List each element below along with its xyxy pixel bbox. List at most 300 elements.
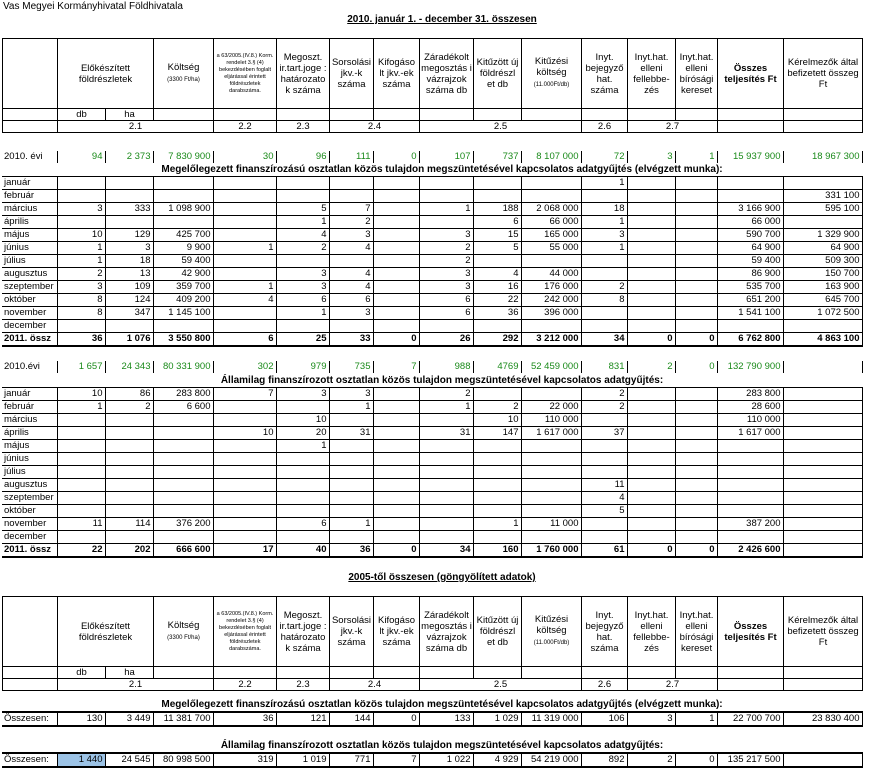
table-cell[interactable] bbox=[419, 492, 473, 505]
table-cell[interactable]: 6 600 bbox=[153, 401, 213, 414]
table-cell[interactable]: 22 000 bbox=[521, 401, 581, 414]
table-cell[interactable] bbox=[57, 440, 105, 453]
table-cell[interactable] bbox=[717, 320, 783, 333]
table-cell[interactable]: 2 bbox=[581, 388, 627, 401]
table-cell[interactable] bbox=[473, 466, 521, 479]
table-cell[interactable]: 96 bbox=[276, 151, 329, 163]
row-label[interactable]: október bbox=[2, 294, 57, 307]
table-cell[interactable]: 396 000 bbox=[521, 307, 581, 320]
table-cell[interactable]: 2 bbox=[276, 242, 329, 255]
table-cell[interactable]: 831 bbox=[581, 361, 627, 373]
table-cell[interactable]: 10 bbox=[276, 414, 329, 427]
row-label[interactable]: 2011. össz bbox=[2, 544, 57, 558]
table-cell[interactable]: 109 bbox=[105, 281, 153, 294]
table-cell[interactable]: 121 bbox=[276, 712, 329, 726]
table-cell[interactable]: 1 bbox=[213, 242, 276, 255]
table-cell[interactable] bbox=[627, 427, 675, 440]
table-cell[interactable] bbox=[419, 440, 473, 453]
row-label[interactable]: március bbox=[2, 203, 57, 216]
table-cell[interactable] bbox=[213, 307, 276, 320]
table-cell[interactable] bbox=[329, 453, 373, 466]
table-cell[interactable] bbox=[717, 453, 783, 466]
table-cell[interactable] bbox=[373, 281, 419, 294]
table-cell[interactable] bbox=[329, 414, 373, 427]
table-cell[interactable] bbox=[581, 255, 627, 268]
table-cell[interactable] bbox=[581, 190, 627, 203]
row-label[interactable]: Összesen: bbox=[2, 753, 57, 767]
table-cell[interactable]: 387 200 bbox=[717, 518, 783, 531]
table-cell[interactable]: 3 bbox=[419, 268, 473, 281]
table-cell[interactable] bbox=[57, 190, 105, 203]
table-cell[interactable]: 1 072 500 bbox=[783, 307, 862, 320]
table-cell[interactable]: 42 900 bbox=[153, 268, 213, 281]
table-cell[interactable]: 1 bbox=[276, 440, 329, 453]
table-cell[interactable]: 107 bbox=[419, 151, 473, 163]
table-cell[interactable] bbox=[521, 190, 581, 203]
table-cell[interactable] bbox=[105, 492, 153, 505]
table-cell[interactable] bbox=[675, 307, 717, 320]
table-cell[interactable]: 106 bbox=[581, 712, 627, 726]
table-cell[interactable]: 1 bbox=[419, 401, 473, 414]
table-cell[interactable]: 30 bbox=[213, 151, 276, 163]
table-cell[interactable]: 3 bbox=[276, 388, 329, 401]
table-cell[interactable]: 22 bbox=[57, 544, 105, 558]
row-label[interactable]: november bbox=[2, 518, 57, 531]
table-cell[interactable]: 66 000 bbox=[717, 216, 783, 229]
table-cell[interactable]: 1 541 100 bbox=[717, 307, 783, 320]
table-cell[interactable] bbox=[581, 531, 627, 544]
table-cell[interactable] bbox=[373, 388, 419, 401]
table-cell[interactable] bbox=[213, 466, 276, 479]
table-cell[interactable] bbox=[276, 255, 329, 268]
table-cell[interactable] bbox=[675, 518, 717, 531]
table-cell[interactable]: 94 bbox=[57, 151, 105, 163]
table-cell[interactable] bbox=[473, 320, 521, 333]
table-cell[interactable]: 110 000 bbox=[717, 414, 783, 427]
table-cell[interactable]: 18 bbox=[105, 255, 153, 268]
table-cell[interactable] bbox=[521, 492, 581, 505]
table-cell[interactable] bbox=[627, 242, 675, 255]
table-cell[interactable] bbox=[329, 492, 373, 505]
table-cell[interactable]: 24 545 bbox=[105, 753, 153, 767]
table-cell[interactable]: 40 bbox=[276, 544, 329, 558]
table-cell[interactable] bbox=[627, 255, 675, 268]
table-cell[interactable] bbox=[521, 531, 581, 544]
row-label[interactable]: Összesen: bbox=[2, 712, 57, 726]
table-cell[interactable] bbox=[105, 216, 153, 229]
table-cell[interactable]: 1 617 000 bbox=[521, 427, 581, 440]
table-cell[interactable]: 129 bbox=[105, 229, 153, 242]
table-cell[interactable] bbox=[276, 320, 329, 333]
table-cell[interactable] bbox=[373, 229, 419, 242]
table-cell[interactable] bbox=[473, 388, 521, 401]
table-cell[interactable] bbox=[373, 414, 419, 427]
table-cell[interactable]: 3 bbox=[105, 242, 153, 255]
table-cell[interactable] bbox=[783, 427, 862, 440]
table-cell[interactable]: 1 bbox=[57, 242, 105, 255]
table-cell[interactable] bbox=[581, 453, 627, 466]
table-cell[interactable]: 1 098 900 bbox=[153, 203, 213, 216]
table-cell[interactable] bbox=[419, 414, 473, 427]
table-cell[interactable] bbox=[373, 177, 419, 190]
table-cell[interactable]: 44 000 bbox=[521, 268, 581, 281]
table-cell[interactable] bbox=[581, 268, 627, 281]
table-cell[interactable] bbox=[581, 518, 627, 531]
table-cell[interactable] bbox=[581, 466, 627, 479]
table-cell[interactable]: 1 bbox=[581, 177, 627, 190]
table-cell[interactable] bbox=[521, 505, 581, 518]
table-cell[interactable]: 176 000 bbox=[521, 281, 581, 294]
table-cell[interactable] bbox=[675, 281, 717, 294]
table-cell[interactable] bbox=[213, 505, 276, 518]
row-label[interactable]: október bbox=[2, 505, 57, 518]
table-cell[interactable] bbox=[373, 453, 419, 466]
table-cell[interactable] bbox=[276, 466, 329, 479]
table-cell[interactable]: 61 bbox=[581, 544, 627, 558]
table-cell[interactable]: 3 bbox=[581, 229, 627, 242]
table-cell[interactable] bbox=[627, 320, 675, 333]
table-cell[interactable]: 1 657 bbox=[57, 361, 105, 373]
table-cell[interactable] bbox=[473, 255, 521, 268]
table-cell[interactable]: 4 bbox=[213, 294, 276, 307]
table-cell[interactable]: 0 bbox=[627, 544, 675, 558]
table-cell[interactable]: 2 bbox=[581, 401, 627, 414]
table-cell[interactable]: 18 967 300 bbox=[783, 151, 862, 163]
table-cell[interactable] bbox=[213, 216, 276, 229]
row-label[interactable]: május bbox=[2, 440, 57, 453]
table-cell[interactable]: 160 bbox=[473, 544, 521, 558]
table-cell[interactable]: 3 212 000 bbox=[521, 333, 581, 347]
table-cell[interactable] bbox=[627, 518, 675, 531]
table-cell[interactable]: 7 bbox=[213, 388, 276, 401]
table-cell[interactable]: 3 bbox=[627, 151, 675, 163]
table-cell[interactable] bbox=[521, 453, 581, 466]
row-label[interactable]: július bbox=[2, 466, 57, 479]
row-label[interactable]: december bbox=[2, 531, 57, 544]
table-cell[interactable] bbox=[373, 242, 419, 255]
table-cell[interactable] bbox=[373, 479, 419, 492]
table-cell[interactable] bbox=[581, 307, 627, 320]
table-cell[interactable]: 590 700 bbox=[717, 229, 783, 242]
table-cell[interactable] bbox=[627, 203, 675, 216]
table-cell[interactable]: 8 bbox=[581, 294, 627, 307]
table-cell[interactable]: 892 bbox=[581, 753, 627, 767]
row-label[interactable]: szeptember bbox=[2, 492, 57, 505]
table-cell[interactable]: 4 bbox=[473, 268, 521, 281]
table-cell[interactable] bbox=[419, 479, 473, 492]
table-cell[interactable] bbox=[57, 453, 105, 466]
table-cell[interactable] bbox=[675, 466, 717, 479]
table-cell[interactable] bbox=[329, 177, 373, 190]
table-cell[interactable]: 645 700 bbox=[783, 294, 862, 307]
table-cell[interactable] bbox=[213, 268, 276, 281]
table-cell[interactable]: 23 830 400 bbox=[783, 712, 862, 726]
table-cell[interactable] bbox=[153, 320, 213, 333]
table-cell[interactable]: 1 022 bbox=[419, 753, 473, 767]
table-cell[interactable] bbox=[329, 466, 373, 479]
table-cell[interactable]: 3 bbox=[57, 203, 105, 216]
table-cell[interactable] bbox=[57, 492, 105, 505]
table-cell[interactable]: 1 bbox=[329, 401, 373, 414]
table-cell[interactable] bbox=[675, 414, 717, 427]
table-cell[interactable]: 1 029 bbox=[473, 712, 521, 726]
table-cell[interactable] bbox=[105, 320, 153, 333]
table-cell[interactable]: 595 100 bbox=[783, 203, 862, 216]
table-cell[interactable] bbox=[373, 466, 419, 479]
table-cell[interactable]: 72 bbox=[581, 151, 627, 163]
row-label[interactable]: február bbox=[2, 190, 57, 203]
table-cell[interactable]: 18 bbox=[581, 203, 627, 216]
table-cell[interactable]: 15 937 900 bbox=[717, 151, 783, 163]
table-cell[interactable] bbox=[675, 255, 717, 268]
table-cell[interactable] bbox=[627, 229, 675, 242]
table-cell[interactable] bbox=[675, 453, 717, 466]
row-label[interactable]: szeptember bbox=[2, 281, 57, 294]
table-cell[interactable] bbox=[675, 268, 717, 281]
table-cell[interactable] bbox=[521, 320, 581, 333]
table-cell[interactable]: 80 998 500 bbox=[153, 753, 213, 767]
table-cell[interactable] bbox=[213, 531, 276, 544]
table-cell[interactable] bbox=[373, 531, 419, 544]
table-cell[interactable] bbox=[419, 518, 473, 531]
table-cell[interactable]: 4769 bbox=[473, 361, 521, 373]
table-cell[interactable] bbox=[373, 320, 419, 333]
table-cell[interactable] bbox=[419, 177, 473, 190]
table-cell[interactable] bbox=[153, 427, 213, 440]
table-cell[interactable] bbox=[473, 453, 521, 466]
table-cell[interactable]: 20 bbox=[276, 427, 329, 440]
table-cell[interactable] bbox=[675, 190, 717, 203]
table-cell[interactable]: 163 900 bbox=[783, 281, 862, 294]
table-cell[interactable] bbox=[675, 216, 717, 229]
table-cell[interactable] bbox=[675, 203, 717, 216]
table-cell[interactable]: 1 076 bbox=[105, 333, 153, 347]
table-cell[interactable]: 735 bbox=[329, 361, 373, 373]
table-cell[interactable] bbox=[581, 414, 627, 427]
table-cell[interactable] bbox=[105, 531, 153, 544]
table-cell[interactable]: 651 200 bbox=[717, 294, 783, 307]
table-cell[interactable] bbox=[213, 453, 276, 466]
table-cell[interactable] bbox=[473, 492, 521, 505]
table-cell[interactable] bbox=[473, 479, 521, 492]
table-cell[interactable] bbox=[675, 388, 717, 401]
table-cell[interactable] bbox=[329, 505, 373, 518]
table-cell[interactable]: 3 449 bbox=[105, 712, 153, 726]
table-cell[interactable]: 3 bbox=[276, 281, 329, 294]
table-cell[interactable]: 6 bbox=[329, 294, 373, 307]
table-cell[interactable]: 0 bbox=[675, 361, 717, 373]
table-cell[interactable] bbox=[153, 492, 213, 505]
table-cell[interactable]: 9 900 bbox=[153, 242, 213, 255]
row-label[interactable]: 2010. évi bbox=[2, 151, 57, 163]
table-cell[interactable]: 4 863 100 bbox=[783, 333, 862, 347]
table-cell[interactable]: 24 343 bbox=[105, 361, 153, 373]
table-cell[interactable] bbox=[153, 466, 213, 479]
table-cell[interactable]: 5 bbox=[473, 242, 521, 255]
table-cell[interactable] bbox=[521, 388, 581, 401]
table-cell[interactable]: 4 bbox=[276, 229, 329, 242]
table-cell[interactable] bbox=[153, 453, 213, 466]
table-cell[interactable]: 3 166 900 bbox=[717, 203, 783, 216]
table-cell[interactable]: 147 bbox=[473, 427, 521, 440]
table-cell[interactable] bbox=[717, 440, 783, 453]
table-cell[interactable]: 132 790 900 bbox=[717, 361, 783, 373]
table-cell[interactable] bbox=[105, 453, 153, 466]
table-cell[interactable] bbox=[276, 453, 329, 466]
table-cell[interactable] bbox=[675, 177, 717, 190]
table-cell[interactable] bbox=[675, 505, 717, 518]
table-cell[interactable]: 202 bbox=[105, 544, 153, 558]
row-label[interactable]: december bbox=[2, 320, 57, 333]
table-cell[interactable]: 1 bbox=[675, 712, 717, 726]
row-label[interactable]: 2011. össz bbox=[2, 333, 57, 347]
table-cell[interactable] bbox=[675, 440, 717, 453]
table-cell[interactable]: 1 bbox=[57, 255, 105, 268]
table-cell[interactable]: 1 bbox=[57, 401, 105, 414]
table-cell[interactable]: 86 bbox=[105, 388, 153, 401]
table-cell[interactable] bbox=[521, 177, 581, 190]
table-cell[interactable] bbox=[717, 190, 783, 203]
table-cell[interactable]: 302 bbox=[213, 361, 276, 373]
table-cell[interactable]: 1 440 bbox=[57, 753, 105, 767]
row-label[interactable]: április bbox=[2, 216, 57, 229]
table-cell[interactable]: 4 bbox=[329, 242, 373, 255]
table-cell[interactable] bbox=[57, 505, 105, 518]
table-cell[interactable]: 6 bbox=[213, 333, 276, 347]
table-cell[interactable] bbox=[105, 440, 153, 453]
table-cell[interactable] bbox=[213, 190, 276, 203]
table-cell[interactable]: 242 000 bbox=[521, 294, 581, 307]
table-cell[interactable]: 188 bbox=[473, 203, 521, 216]
table-cell[interactable] bbox=[419, 453, 473, 466]
table-cell[interactable] bbox=[373, 268, 419, 281]
table-cell[interactable] bbox=[329, 440, 373, 453]
table-cell[interactable] bbox=[473, 531, 521, 544]
table-cell[interactable] bbox=[627, 414, 675, 427]
table-cell[interactable] bbox=[627, 492, 675, 505]
table-cell[interactable]: 130 bbox=[57, 712, 105, 726]
table-cell[interactable] bbox=[521, 479, 581, 492]
table-cell[interactable]: 0 bbox=[373, 544, 419, 558]
table-cell[interactable] bbox=[213, 440, 276, 453]
table-cell[interactable] bbox=[419, 466, 473, 479]
table-cell[interactable]: 2 bbox=[473, 401, 521, 414]
table-cell[interactable] bbox=[276, 190, 329, 203]
table-cell[interactable] bbox=[419, 505, 473, 518]
table-cell[interactable] bbox=[473, 190, 521, 203]
table-cell[interactable]: 0 bbox=[373, 333, 419, 347]
table-cell[interactable] bbox=[57, 216, 105, 229]
table-cell[interactable]: 28 600 bbox=[717, 401, 783, 414]
table-cell[interactable] bbox=[627, 505, 675, 518]
table-cell[interactable]: 135 217 500 bbox=[717, 753, 783, 767]
table-cell[interactable]: 31 bbox=[329, 427, 373, 440]
table-cell[interactable] bbox=[153, 531, 213, 544]
table-cell[interactable] bbox=[419, 531, 473, 544]
table-cell[interactable]: 0 bbox=[373, 712, 419, 726]
row-label[interactable]: január bbox=[2, 177, 57, 190]
table-cell[interactable]: 64 900 bbox=[717, 242, 783, 255]
table-cell[interactable]: 359 700 bbox=[153, 281, 213, 294]
table-cell[interactable]: 64 900 bbox=[783, 242, 862, 255]
table-cell[interactable] bbox=[783, 753, 862, 767]
table-cell[interactable]: 1 bbox=[329, 518, 373, 531]
table-cell[interactable]: 2 bbox=[419, 242, 473, 255]
table-cell[interactable]: 25 bbox=[276, 333, 329, 347]
table-cell[interactable]: 124 bbox=[105, 294, 153, 307]
table-cell[interactable] bbox=[675, 531, 717, 544]
table-cell[interactable] bbox=[675, 401, 717, 414]
table-cell[interactable]: 3 bbox=[419, 229, 473, 242]
table-cell[interactable] bbox=[373, 518, 419, 531]
table-cell[interactable]: 1 329 900 bbox=[783, 229, 862, 242]
table-cell[interactable]: 59 400 bbox=[153, 255, 213, 268]
table-cell[interactable]: 86 900 bbox=[717, 268, 783, 281]
table-cell[interactable]: 509 300 bbox=[783, 255, 862, 268]
table-cell[interactable]: 11 319 000 bbox=[521, 712, 581, 726]
table-cell[interactable]: 3 bbox=[276, 268, 329, 281]
table-cell[interactable] bbox=[373, 216, 419, 229]
row-label[interactable]: július bbox=[2, 255, 57, 268]
table-cell[interactable] bbox=[521, 466, 581, 479]
table-cell[interactable]: 2 bbox=[419, 255, 473, 268]
table-cell[interactable] bbox=[783, 177, 862, 190]
table-cell[interactable]: 59 400 bbox=[717, 255, 783, 268]
table-cell[interactable]: 31 bbox=[419, 427, 473, 440]
table-cell[interactable] bbox=[373, 203, 419, 216]
table-cell[interactable] bbox=[105, 414, 153, 427]
table-cell[interactable]: 2 426 600 bbox=[717, 544, 783, 558]
table-cell[interactable] bbox=[329, 479, 373, 492]
table-cell[interactable] bbox=[717, 466, 783, 479]
table-cell[interactable]: 1 bbox=[276, 307, 329, 320]
table-cell[interactable] bbox=[627, 466, 675, 479]
table-cell[interactable]: 11 bbox=[57, 518, 105, 531]
table-cell[interactable]: 133 bbox=[419, 712, 473, 726]
table-cell[interactable] bbox=[153, 190, 213, 203]
table-cell[interactable]: 2 bbox=[581, 281, 627, 294]
table-cell[interactable]: 6 bbox=[419, 294, 473, 307]
table-cell[interactable] bbox=[627, 268, 675, 281]
row-label[interactable]: május bbox=[2, 229, 57, 242]
table-cell[interactable]: 80 331 900 bbox=[153, 361, 213, 373]
table-cell[interactable]: 7 bbox=[373, 753, 419, 767]
row-label[interactable]: február bbox=[2, 401, 57, 414]
table-cell[interactable] bbox=[675, 294, 717, 307]
table-cell[interactable]: 5 bbox=[581, 505, 627, 518]
table-cell[interactable]: 22 bbox=[473, 294, 521, 307]
table-cell[interactable] bbox=[473, 177, 521, 190]
table-cell[interactable] bbox=[783, 466, 862, 479]
table-cell[interactable] bbox=[213, 401, 276, 414]
table-cell[interactable]: 347 bbox=[105, 307, 153, 320]
table-cell[interactable]: 1 bbox=[419, 203, 473, 216]
table-cell[interactable] bbox=[675, 320, 717, 333]
table-cell[interactable] bbox=[675, 427, 717, 440]
table-cell[interactable] bbox=[373, 492, 419, 505]
table-cell[interactable]: 0 bbox=[675, 333, 717, 347]
table-cell[interactable] bbox=[329, 190, 373, 203]
table-cell[interactable]: 1 bbox=[581, 242, 627, 255]
table-cell[interactable]: 7 830 900 bbox=[153, 151, 213, 163]
table-cell[interactable]: 8 bbox=[57, 307, 105, 320]
table-cell[interactable]: 6 bbox=[276, 518, 329, 531]
table-cell[interactable] bbox=[419, 216, 473, 229]
table-cell[interactable]: 0 bbox=[675, 544, 717, 558]
table-cell[interactable]: 1 145 100 bbox=[153, 307, 213, 320]
table-cell[interactable]: 34 bbox=[581, 333, 627, 347]
table-cell[interactable]: 283 800 bbox=[717, 388, 783, 401]
